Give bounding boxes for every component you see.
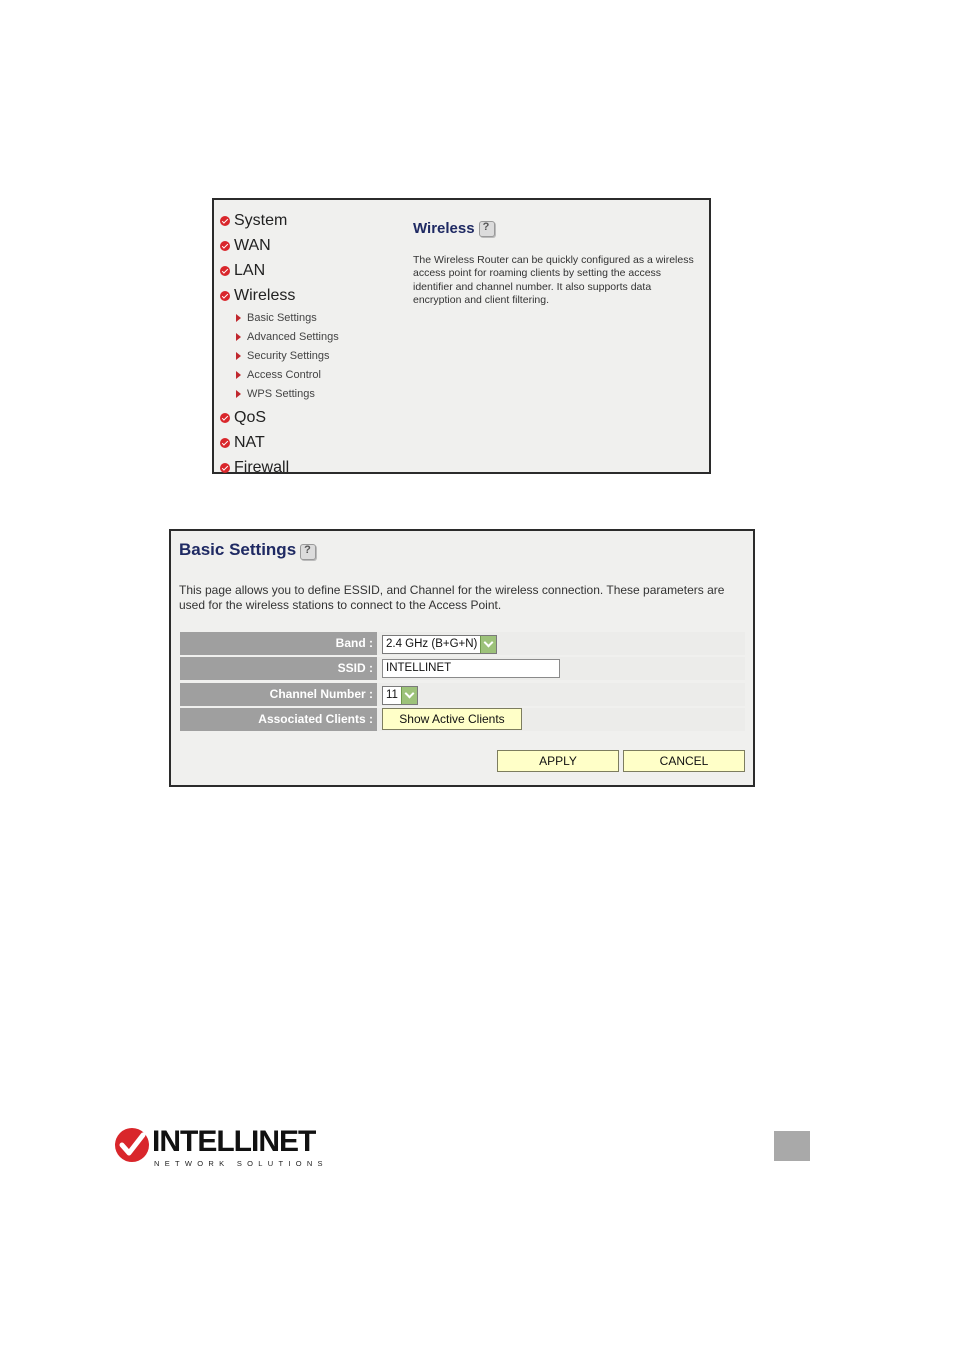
arrow-bullet-icon <box>236 333 241 341</box>
band-label: Band : <box>180 632 377 655</box>
main-menu <box>220 208 410 480</box>
brand-name: INTELLINET <box>152 1125 316 1158</box>
checkmark-bullet-icon <box>220 438 230 448</box>
submenu-item-access-control[interactable] <box>220 365 410 384</box>
ssid-row <box>180 657 745 680</box>
channel-value: 11 <box>386 689 398 701</box>
submenu-item-wps-settings[interactable] <box>220 384 410 403</box>
band-select[interactable] <box>382 635 497 654</box>
menu-item-label: NAT <box>234 433 265 451</box>
wireless-menu-screenshot <box>212 198 711 474</box>
menu-item-label: System <box>234 211 288 229</box>
submenu-item-label: Basic Settings <box>247 311 317 324</box>
submenu-item-label: WPS Settings <box>247 387 315 400</box>
menu-item-label: QoS <box>234 408 267 426</box>
checkmark-bullet-icon <box>220 463 230 473</box>
ssid-input[interactable]: INTELLINET <box>382 659 560 678</box>
menu-item-label: Wireless <box>234 286 296 304</box>
brand-tagline: NETWORK SOLUTIONS <box>154 1159 328 1168</box>
channel-select[interactable] <box>382 686 418 705</box>
menu-item-wireless[interactable] <box>220 283 410 308</box>
menu-item-qos[interactable] <box>220 405 410 430</box>
chevron-down-icon[interactable] <box>401 687 417 704</box>
associated-clients-row <box>180 708 745 731</box>
checkmark-bullet-icon <box>220 241 230 251</box>
arrow-bullet-icon <box>236 314 241 322</box>
page-description: This page allows you to define ESSID, and Channel for the wireless connection. These parameters are used for the wireless stations to connect to the Access Point. <box>179 583 725 612</box>
menu-item-system[interactable] <box>220 208 410 233</box>
associated-clients-label: Associated Clients : <box>180 708 377 731</box>
menu-item-label: WAN <box>234 236 271 254</box>
wireless-title-row <box>413 220 698 237</box>
channel-row <box>180 683 745 706</box>
arrow-bullet-icon <box>236 352 241 360</box>
chevron-down-icon[interactable] <box>480 636 496 653</box>
menu-item-label: Firewall <box>234 458 290 476</box>
checkmark-bullet-icon <box>220 216 230 226</box>
menu-item-lan[interactable] <box>220 258 410 283</box>
submenu-item-basic-settings[interactable] <box>220 308 410 327</box>
menu-item-nat[interactable] <box>220 430 410 455</box>
menu-item-wan[interactable] <box>220 233 410 258</box>
basic-settings-screenshot <box>169 529 755 787</box>
basic-settings-title-row <box>179 540 316 560</box>
wireless-intro <box>413 220 698 307</box>
intellinet-logo <box>114 1125 350 1173</box>
menu-item-label: LAN <box>234 261 266 279</box>
band-value: 2.4 GHz (B+G+N) <box>386 638 478 650</box>
checkmark-bullet-icon <box>220 413 230 423</box>
cancel-button[interactable]: CANCEL <box>623 750 745 772</box>
checkmark-logo-icon <box>114 1127 150 1163</box>
page-number-box <box>774 1131 810 1161</box>
checkmark-bullet-icon <box>220 291 230 301</box>
submenu-item-label: Advanced Settings <box>247 330 339 343</box>
band-row <box>180 632 745 655</box>
arrow-bullet-icon <box>236 390 241 398</box>
submenu-item-label: Access Control <box>247 368 321 381</box>
ssid-label: SSID : <box>180 657 377 680</box>
show-active-clients-button[interactable]: Show Active Clients <box>382 708 522 730</box>
help-icon[interactable] <box>479 221 495 237</box>
wireless-title: Wireless <box>413 220 475 237</box>
submenu-item-label: Security Settings <box>247 349 330 362</box>
apply-button[interactable]: APPLY <box>497 750 619 772</box>
wireless-description: The Wireless Router can be quickly configured as a wireless access point for roaming clients by setting the access identifier and channel number. It also supports data encryption and client filtering. <box>413 254 694 306</box>
menu-item-firewall[interactable] <box>220 455 410 480</box>
arrow-bullet-icon <box>236 371 241 379</box>
wireless-submenu <box>220 308 410 403</box>
channel-label: Channel Number : <box>180 683 377 706</box>
help-icon[interactable] <box>300 544 316 560</box>
submenu-item-security-settings[interactable] <box>220 346 410 365</box>
checkmark-bullet-icon <box>220 266 230 276</box>
submenu-item-advanced-settings[interactable] <box>220 327 410 346</box>
page-title: Basic Settings <box>179 540 297 559</box>
